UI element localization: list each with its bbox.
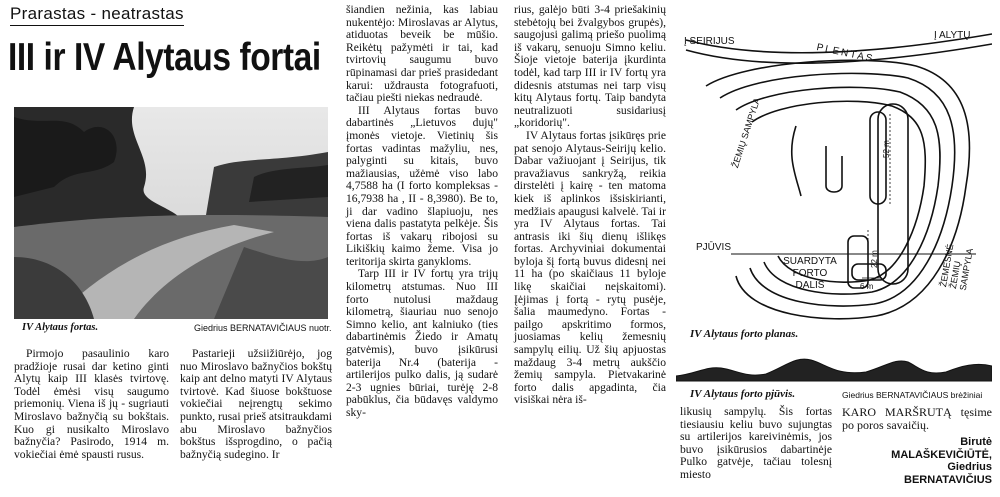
column-2 [180,348,332,461]
drawing-credit: Giedrius BERNATAVIČIAUS brėžiniai [842,390,983,400]
label-alytus: Į ALYTŲ [934,30,971,41]
label-zemesne-sampyla: ŽEMESNĖ ŽEMIŲ SAMPYLA [938,243,975,292]
label-zemiu-sampyla: ŽEMIŲ SAMPYLA [730,96,763,170]
author-signature: Birutė MALAŠKEVIČIŪTĖ, Giedrius BERNATAVIČIUS [891,436,992,486]
fort-photo [14,107,328,319]
column-4 [514,4,666,407]
paragraph: rius, galėjo būti 3-4 priešakinių stebėtojų bei žvalgybos grupės), saugojusi galimą priešo puolimą iš vakarų, senuoju Simno keliu. Šioje vietoje baterija įkurdinta todėl, kad tarp III ir IV fortų yra didesnis atstumas nei tarp visų kitų Alytaus fortų. Taip bandyta neutralizuoti susidariusį „koridorių". [514,3,666,130]
fort-plan-svg [676,6,992,406]
label-pjuvis: PJŪVIS [696,242,732,253]
paragraph: KARO MARŠRUTĄ tęsime po poros savaičių. [842,405,992,432]
fort-photo-image [14,107,328,319]
dimension-22m: 22 m [870,250,879,268]
paragraph: šiandien nežinia, kas labiau nukentėjo: Miroslavas ar Alytus, atiduotas beveik be mūšio. Reikėtų pažymėti ir tai, kad tvirtovių saugumu buvo rūpinamasi dar prieš prasidedant karui: uždrausta fotografuoti, tačiau piešti niekas nedraudė. [346,3,498,105]
paragraph: Pastarieji užsiižiūrėjo, jog nuo Miroslavo bažnyčios bokštų kaip ant delno matyti IV Alytaus tvirtovė. Kad šiuose bokštuose vokiečiai neįrengtų sekimo punkto, rusai prieš atsitraukdami abu Miroslavo bažnyčios bokštus išsprogdino, o pačią bažnyčią sudegino. Ir [180,347,332,461]
column-5 [680,406,832,482]
paragraph: likusių sampylų. Šis fortas tiesiausiu keliu buvo sujungtas su artilerijos kareivinėmis, jos buvo įsikūrusios dabartinėje Pulko gatvėje, tačiau tolesnį miesto [680,405,832,481]
section-rubric: Prarastas - neatrastas [10,4,184,26]
label-plentas: PLENTAS [815,42,876,65]
section-caption: IV Alytaus forto pjūvis. [690,388,796,400]
paragraph: Pirmojo pasaulinio karo pradžioje rusai dar ketino ginti Alytų kaip III klasės tvirtovę. Todėl ėmėsi visų saugumo priemonių. Viena iš jų - sugriauti Miroslavo bažnyčią su bokštais. Kuo gi nusikalto Miroslavo bažnyčia? Pasirodo, 1914 m. vokiečiai ėmė spausti rusus. [14,347,169,461]
article-headline: III ir IV Alytaus fortai [8,36,321,79]
column-3 [346,4,498,420]
paragraph: IV Alytaus fortas įsikūręs prie pat senojo Alytaus-Seirijų kelio. Dabar važiuojant į Seirijus, tik pravažiavus sankryžą, reikia dirstelėti į kairę - ten matoma kiek iš aplinkos išsiskirianti, medžiais apaugusi kalvelė. Tai ir yra IV Alytaus fortas. Tai antrasis iki šių dienų išlikęs fortas. Archyviniai dokumentai byloja šį fortą buvus didesnį nei 11 ha (po skaičiaus 11 byloje likę skaičiai neįskaitomi). Įėjimas į fortą - rytų pusėje, šalia maumedyno. Fortas - pailgo apskritimo formos, juosiamas kelių žemesnių sampylų eilių. Už šių apjuostas maždaug 3-4 metrų aukščio žemių sampyla. Pietvakarinė forto dalis apgadinta, čia visiškai nėra iš- [514,128,666,407]
photo-caption: IV Alytaus fortas. [22,322,99,333]
fort-plan-drawing [676,6,992,406]
label-suardyta: SUARDYTA FORTO DALIS [783,256,837,291]
paragraph: Tarp III ir IV fortų yra trijų kilometrų atstumas. Nuo III forto nutolusi maždaug kilometrą, šiauriau nuo senojo Simno kelio, ant kalniuko (ties dabartinėmis Žiedo ir Amatų gatvėmis), buvo įsikūrusi baterija Nr.4 (baterija - artilerijos pulko dalis, ją sudarė 2-3 ugnies būriai, turėję 2-8 pabūklus, čia būdavęs valdymo sky- [346,267,498,419]
paragraph: III Alytaus fortas buvo dabartinės „Lietuvos dujų" įmonės vietoje. Vietinių šis fortas vadintas mažyliu, nes, palyginti su kitais, buvo mažiausias, užėmė viso labo 4,7588 ha (I forto kompleksas - 16,7938 ha , II - 8,3980). Be to, ji dar vadino šlapiuoju, nes viena dalis pastatyta pelkėje. Šis fortas iš vakarų ribojosi su Likiškių kaimo žeme. Visa jo teritorija skirta ganykloms. [346,103,498,268]
column-6 [842,406,992,431]
dimension-52m: 52 m [882,140,891,158]
column-1 [14,348,169,461]
dimension-6m: 6 m [860,282,874,291]
plan-caption: IV Alytaus forto planas. [690,328,799,340]
photo-credit: Giedrius BERNATAVIČIAUS nuotr. [194,323,332,333]
label-seirijus: Į SEIRIJUS [684,36,735,47]
